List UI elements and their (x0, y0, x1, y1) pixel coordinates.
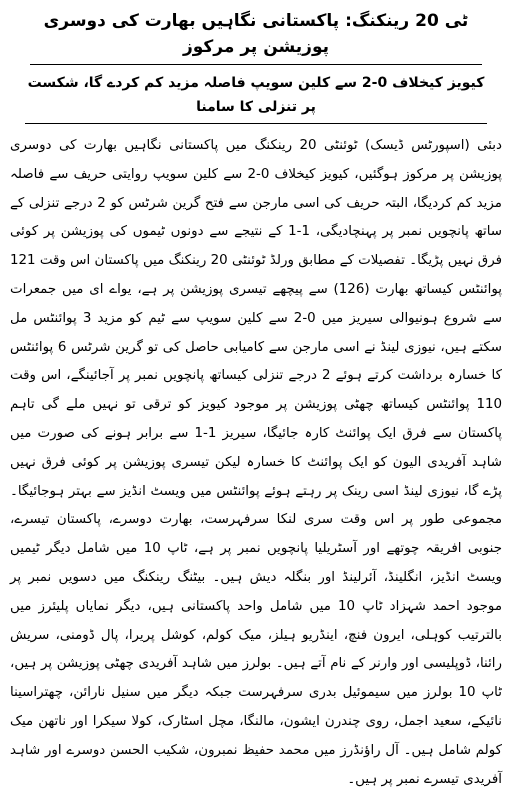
article-body (10, 132, 502, 794)
article-headline: ٹی 20 رینکنگ: پاکستانی نگاہیں بھارت کی دوسری پوزیشن پر مرکوز (30, 8, 483, 65)
article-body-text: دبئی (اسپورٹس ڈیسک) ٹوئنٹی 20 رینکنگ میں پاکستانی نگاہیں بھارت کی دوسری پوزیشن پر مرکوز ہوگئیں، کیویز کیخلاف 0-2 سے کلین سویپ روایتی حریف سے فاصلہ مزید کم کردیگا، البتہ حریف کی اسی مارجن سے فتح گرین شرٹس کو 2 درجے تنزلی کے ساتھ پانچویں نمبر پر پہنچادیگی، 1-1 کے نتیجے سے دونوں ٹیموں کی پوزیشن پر کوئی فرق نہیں پڑیگا۔ تفصیلات کے مطابق ورلڈ ٹوئنٹی 20 رینکنگ میں پاکستان اس وقت 121 پوائنٹس کیساتھ بھارت (126) سے پیچھے تیسری پوزیشن پر ہے، یواے ای میں جمعرات سے شروع ہونیوالی سیریز میں 0-2 سے کلین سویپ سے ٹیم کو مزید 3 پوائنٹس مل سکتے ہیں، نیوزی لینڈ نے اسی مارجن سے کامیابی حاصل کی تو گرین شرٹس 6 پوائنٹس کا خسارہ برداشت کرتے ہوئے 2 درجے تنزلی کیساتھ پانچویں نمبر پر آجائینگے، اس وقت 110 پوائنٹس کیساتھ چھٹی پوزیشن پر موجود کیویز کو ترقی تو نہیں ملے گی تاہم پاکستان سے فرق ایک پوائنٹ کارہ جائیگا، سیریز 1-1 سے برابر ہونے کی صورت میں شاہد آفریدی الیون کو ایک پوائنٹ کا خسارہ لیکن تیسری پوزیشن پر کوئی فرق نہیں پڑے گا، نیوزی لینڈ اسی رینک پر رہتے ہوئے پوائنٹس میں ویسٹ انڈیز سے بہتر ہوجائیگا۔ مجموعی طور پر اس وقت سری لنکا سرفہرست، بھارت دوسرے، پاکستان تیسرے، جنوبی افریقہ چوتھے اور آسٹریلیا پانچویں نمبر پر ہے، ٹاپ 10 میں شامل دیگر ٹیمیں ویسٹ انڈیز، انگلینڈ، آئرلینڈ اور بنگلہ دیش ہیں۔ بیٹنگ رینکنگ میں دسویں نمبر پر موجود احمد شہزاد ٹاپ 10 میں شامل واحد پاکستانی ہیں، دیگر نمایاں پلیئرز میں بالترتیب کوہلی، ایرون فنچ، اینڈریو ہیلز، میک کولم، کوشل پریرا، پال ڈومنی، سریش رائنا، ڈوپلیسی اور وارنر کے نام آتے ہیں۔ بولرز میں شاہد آفریدی چھٹی پوزیشن پر ہیں، ٹاپ 10 بولرز میں سیموئیل بدری سرفہرست جبکہ دیگر میں سنیل نارائن، چھتراسینا نائیکے، سعید اجمل، روی چندرن ایشون، مالنگا، مچل اسٹارک، کولا سیکرا اور ناتھن میک کولم شامل ہیں۔ آل راؤنڈرز میں محمد حفیظ نمبرون، شکیب الحسن دوسرے اور شاہد آفریدی تیسرے نمبر پر ہیں۔ (10, 138, 503, 787)
article-subheadline: کیویز کیخلاف 0-2 سے کلین سویپ فاصلہ مزید کم کردے گا، شکست پر تنزلی کا سامنا (25, 71, 487, 124)
